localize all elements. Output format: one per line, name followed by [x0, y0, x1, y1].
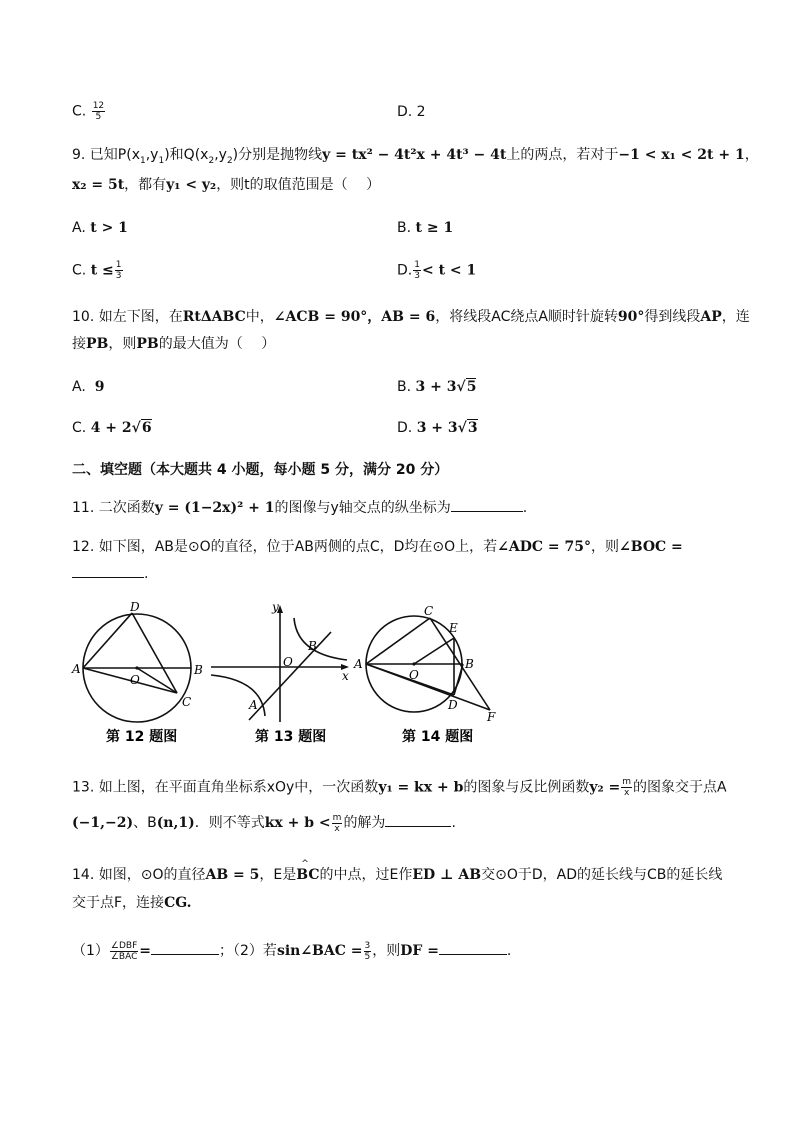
q9-option-b: B. t ≥ 1: [397, 220, 454, 236]
q9-option-a: A. t > 1: [72, 220, 128, 236]
answer-blank[interactable]: [151, 940, 219, 955]
arc-bc: ^ BC: [296, 859, 320, 883]
q9-option-c: C. t ≤ $\frac{1}{3}$: [72, 260, 122, 281]
figure-13: [207, 598, 357, 750]
q9-option-d: D. $\frac{1}{3}$ < t < 1: [397, 260, 477, 281]
label-x: x: [342, 669, 349, 683]
label-a: A: [249, 698, 258, 712]
answer-blank[interactable]: [439, 940, 507, 955]
label-o: O: [130, 673, 140, 687]
answer-blank[interactable]: [451, 497, 523, 512]
label-e: E: [449, 621, 458, 635]
q10-option-c: C. 4 + 2√6: [72, 420, 152, 436]
parabola-formula: y = tx² − 4t²x + 4t³ − 4t: [322, 147, 507, 163]
label-o: O: [409, 668, 419, 682]
q10-option-b: B. 3 + 3√5: [397, 379, 477, 395]
label-d: D: [130, 600, 140, 614]
q8-option-c: [72, 101, 106, 122]
q10-line2: 接PB，则PB的最大值为（ ）: [72, 336, 276, 352]
option-label: C.: [72, 103, 87, 120]
q13-line2: (−1,−2)、B(n,1)．则不等式kx + b < $\frac{m}{x}$ 的解为 .: [72, 812, 456, 834]
q14-line1: 14. 如图，⊙O的直径AB = 5，E是 ^ BC的中点，过E作ED ⊥ AB交⊙O于D，AD的延长线与CB的延长线: [72, 859, 723, 883]
label-a: A: [354, 657, 363, 671]
label-a: A: [72, 662, 81, 676]
q14-parts: （1） $\frac{\text{∠DBF}}{\text{∠BAC}}$ = ；（2）若sin∠BAC = $\frac{3}{5}$ ，则DF = .: [72, 940, 512, 962]
figure-caption: 第 13 题图: [255, 729, 327, 745]
label-c: C: [424, 604, 434, 618]
label-b: B: [194, 663, 203, 677]
q13-line1: 13. 如上图，在平面直角坐标系xOy中，一次函数y₁ = kx + b的图象与反比例函数y₂ = $\frac{m}{x}$ 的图象交于点A: [72, 777, 727, 798]
fraction: $\frac{12}{5}$: [92, 101, 105, 122]
answer-blank[interactable]: [72, 563, 144, 578]
q10-option-d: D. 3 + 3√3: [397, 420, 478, 436]
label-b: B: [465, 657, 474, 671]
label-d: D: [448, 698, 458, 712]
q9-line2: x₂ = 5t，都有y₁ < y₂，则t的取值范围是（ ）: [72, 177, 381, 193]
figure-12: [70, 598, 210, 750]
label-o: O: [283, 655, 293, 669]
figure-caption: 第 12 题图: [106, 729, 178, 745]
label-f: F: [487, 710, 496, 724]
q12-line1: 12. 如下图，AB是⊙O的直径，位于AB两侧的点C，D均在⊙O上，若∠ADC = 75°，则∠BOC =: [72, 539, 683, 555]
q10-option-a: A. 9: [72, 379, 105, 395]
label-b: B: [308, 639, 317, 653]
q8-option-d: D. 2: [397, 104, 426, 120]
label-c: C: [182, 695, 192, 709]
label-y: y: [272, 600, 279, 614]
section-title: 二、填空题（本大题共 4 小题，每小题 5 分，满分 20 分）: [72, 462, 449, 478]
q12-line2: .: [72, 563, 148, 583]
figure-14: [350, 598, 510, 750]
q11: 11. 二次函数y = (1−2x)² + 1的图像与y轴交点的纵坐标为 .: [72, 497, 527, 517]
q10-line1: 10. 如左下图，在RtΔABC中，∠ACB = 90°，AB = 6，将线段AC绕点A顺时针旋转90°得到线段AP，连: [72, 309, 750, 325]
answer-blank[interactable]: [385, 812, 451, 827]
q14-line2: 交于点F，连接CG.: [72, 895, 192, 911]
figure-caption: 第 14 题图: [402, 729, 474, 745]
q9-line1: 9. 已知$P(x_1,y_1)$和$Q(x_2,y_2)$分别是抛物线y = tx² − 4t²x + 4t³ − 4t上的两点，若对于−1 < x₁ < 2t + 1，: [72, 147, 759, 166]
